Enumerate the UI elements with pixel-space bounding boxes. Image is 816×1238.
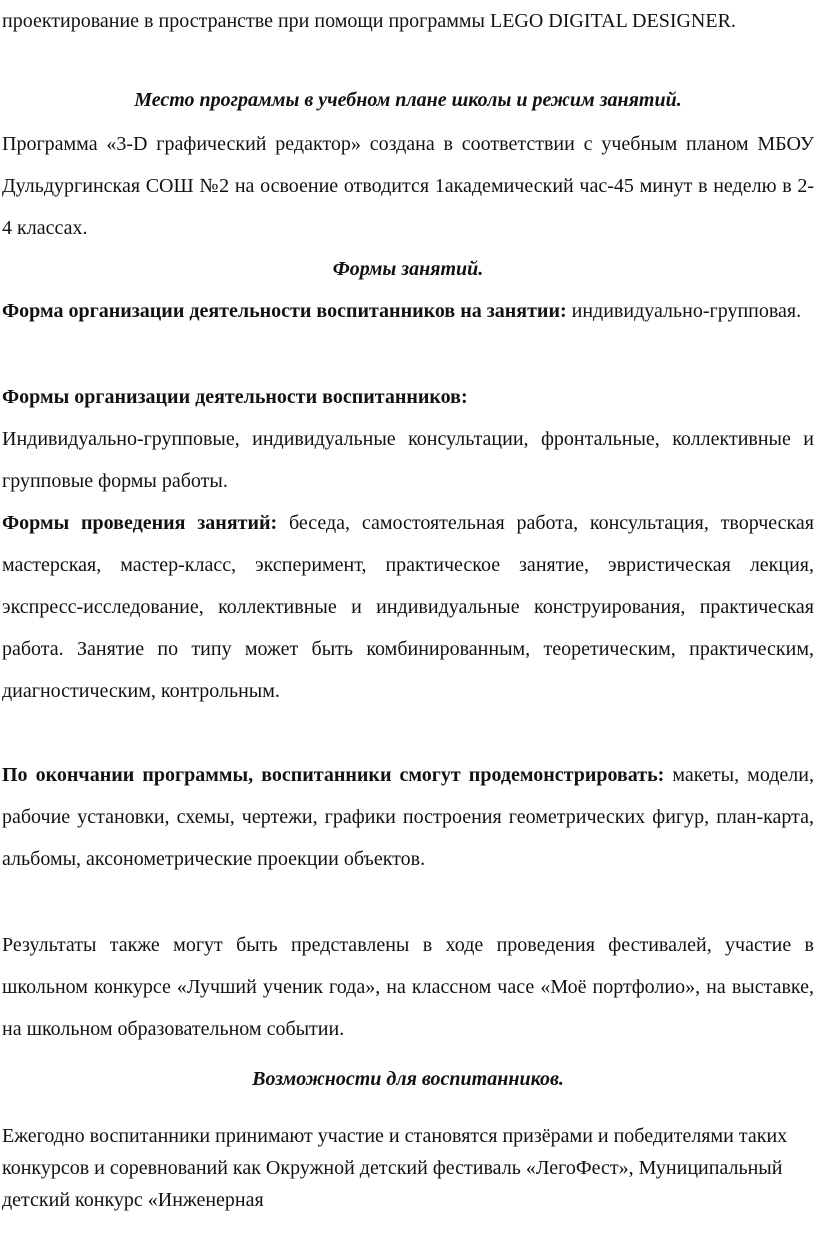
results-paragraph: Результаты также могут быть представлены в ходе проведения фестивалей, участие в школьном конкурсе «Лучший ученик года», на классном часе «Моё портфолио», на выставке, на школьном образовательном событии. bbox=[2, 934, 814, 1040]
heading-place-in-curriculum: Место программы в учебном плане школы и режим занятий. bbox=[134, 89, 682, 111]
forms-organization-label: Формы организации деятельности воспитанников: bbox=[2, 386, 468, 408]
program-end-paragraph bbox=[2, 754, 814, 880]
conduct-forms-paragraph bbox=[2, 502, 814, 712]
form-organization-text: индивидуально-групповая. bbox=[566, 300, 802, 322]
forms-organization-heading bbox=[2, 376, 814, 418]
heading-opportunities: Возможности для воспитанников. bbox=[252, 1068, 564, 1090]
program-end-text: макеты, модели, рабочие установки, схемы, чертежи, графики построения геометрических фигур, план-карта, альбомы, аксонометрические проекции объектов. bbox=[2, 764, 814, 870]
form-organization-label: Форма организации деятельности воспитанников на занятии: bbox=[2, 300, 567, 322]
opportunities-paragraph: Ежегодно воспитанники принимают участие и становятся призёрами и победителями таких конкурсов и соревнований как Окружной детский фестиваль «ЛегоФест», Муниципальный детский конкурс «Инженерная bbox=[2, 1125, 788, 1211]
place-paragraph: Программа «3-D графический редактор» создана в соответствии с учебным планом МБОУ Дульдургинская СОШ №2 на освоение отводится 1академический час-45 минут в неделю в 2-4 классах. bbox=[2, 133, 814, 239]
conduct-forms-text: беседа, самостоятельная работа, консультация, творческая мастерская, мастер-класс, эксперимент, практическое занятие, эвристическая лекция, экспресс-исследование, коллективные и индивидуальные конструирования, практическая работа. Занятие по типу может быть комбинированным, теоретическим, практическим, диагностическим, контрольным. bbox=[2, 512, 814, 702]
intro-paragraph: проектирование в пространстве при помощи программы LEGO DIGITAL DESIGNER. bbox=[2, 10, 736, 32]
forms-organization-paragraph: Индивидуально-групповые, индивидуальные консультации, фронтальные, коллективные и групповые формы работы. bbox=[2, 428, 814, 492]
heading-forms-of-classes: Формы занятий. bbox=[332, 258, 484, 280]
program-end-label: По окончании программы, воспитанники смогут продемонстрировать: bbox=[2, 764, 665, 786]
form-organization-paragraph bbox=[2, 290, 814, 332]
conduct-forms-label: Формы проведения занятий: bbox=[2, 512, 278, 534]
